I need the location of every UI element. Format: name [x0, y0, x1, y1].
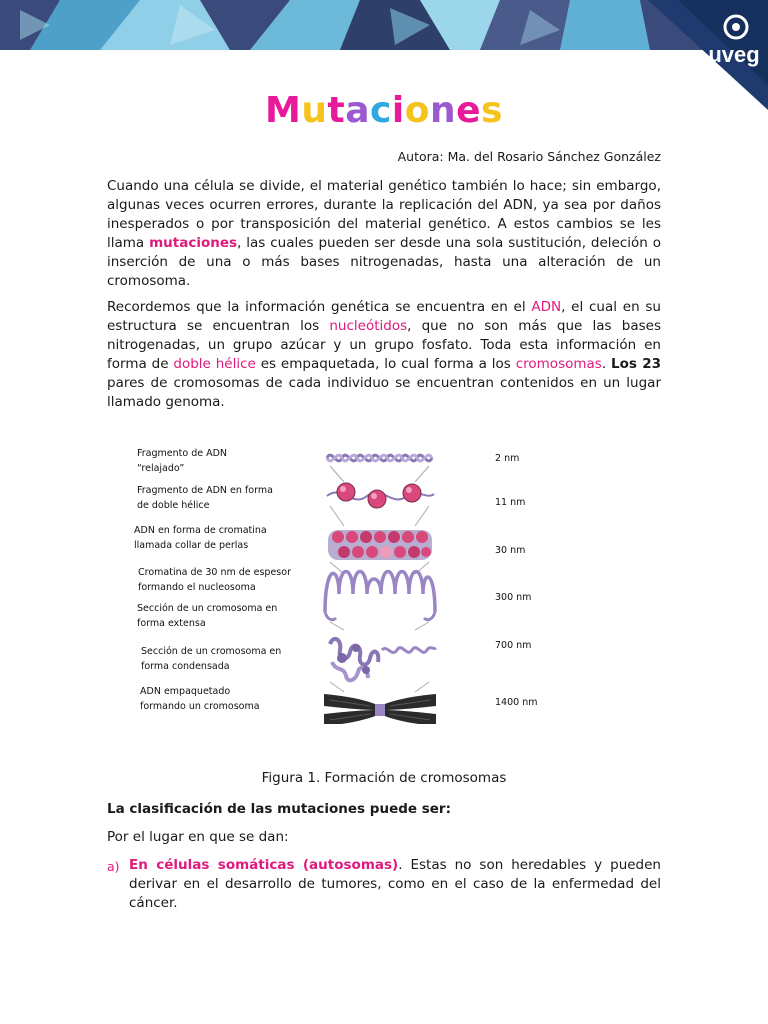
title-letter: c	[370, 90, 392, 131]
chromatin-fiber-icon	[328, 530, 432, 560]
title-letter: s	[481, 90, 503, 131]
page-title	[0, 90, 768, 131]
chromosome-figure	[110, 440, 670, 730]
chromatin-illustration	[322, 444, 442, 724]
section-subheading: Por el lugar en que se dan:	[107, 829, 289, 845]
author-line: Autora: Ma. del Rosario Sánchez González	[397, 149, 661, 164]
size-label: 2 nm	[495, 453, 520, 464]
list-item-text: . Estas no son heredables y pueden derivar en el desarrollo de tumores, como en el caso de la enfermedad del cáncer.	[129, 857, 661, 911]
list-item	[107, 856, 661, 913]
title-letter: n	[429, 90, 457, 131]
title-letter: e	[456, 90, 482, 131]
intro-paragraph: Cuando una célula se divide, el material genético también lo hace; sin embargo, algunas veces ocurren errores, durante la replicación del ADN, ya sea por daños inesperados o por transposición del material genético. A estos cambios se les llama mutaciones, las cuales pueden ser desde una sola sustitución, deleción o inserción de una o más bases nitrogenadas, hasta una alteración de un cromosoma.	[107, 178, 661, 289]
size-label: 11 nm	[495, 497, 526, 508]
list-marker: a)	[107, 859, 120, 874]
title-letter: o	[404, 90, 430, 131]
title-letter: i	[391, 90, 405, 131]
figure-label: Sección de un cromosoma en forma extensa	[137, 603, 278, 629]
title-letter: u	[301, 90, 328, 131]
keyword-doble-helice: doble hélice	[173, 356, 256, 372]
keyword-cromosomas: cromosomas	[515, 356, 602, 372]
figure-label: Cromatina de 30 nm de espesor formando el nucleosoma	[138, 567, 291, 593]
title-letter: t	[327, 90, 346, 131]
chromatin-loops-icon	[325, 572, 435, 620]
size-label: 30 nm	[495, 545, 526, 556]
size-label: 300 nm	[495, 592, 532, 603]
figure-label: Sección de un cromosoma en forma condensada	[141, 646, 282, 672]
section-heading: La clasificación de las mutaciones puede ser:	[107, 801, 451, 817]
figure-label: ADN en forma de cromatina llamada collar de perlas	[134, 525, 267, 551]
keyword-nucleotidos: nucleótidos	[329, 318, 408, 334]
nucleosome-beads-icon	[327, 483, 434, 508]
keyword-mutaciones: mutaciones	[149, 235, 238, 251]
size-label: 700 nm	[495, 640, 532, 651]
size-label: 1400 nm	[495, 697, 538, 708]
keyword-adn: ADN	[531, 299, 562, 315]
figure-label: Fragmento de ADN en forma de doble hélice	[137, 485, 273, 511]
chromosome-icon	[324, 694, 436, 724]
svg-text:uveg: uveg	[708, 42, 760, 67]
list-item-highlight: En células somáticas (autosomas)	[129, 857, 399, 873]
condensed-section-icon	[330, 639, 436, 680]
double-helix-icon	[327, 455, 432, 461]
figure-caption: Figura 1. Formación de cromosomas	[261, 770, 507, 786]
title-letter: a	[345, 90, 371, 131]
figure-label: Fragmento de ADN “relajado”	[137, 448, 228, 474]
title-letter: M	[265, 90, 302, 131]
genetic-info-paragraph: Recordemos que la información genética se encuentra en el ADN, el cual en su estructura se encuentran los nucleótidos, que no son más que las bases nitrogenadas, un grupo azúcar y un grupo fosfato. Toda esta información en forma de doble hélice es empaquetada, lo cual forma a los cromosomas. Los 23 pares de cromosomas de cada individuo se encuentran contenidos en un lugar llamado genoma.	[107, 299, 661, 410]
figure-label: ADN empaquetado formando un cromosoma	[140, 686, 260, 712]
